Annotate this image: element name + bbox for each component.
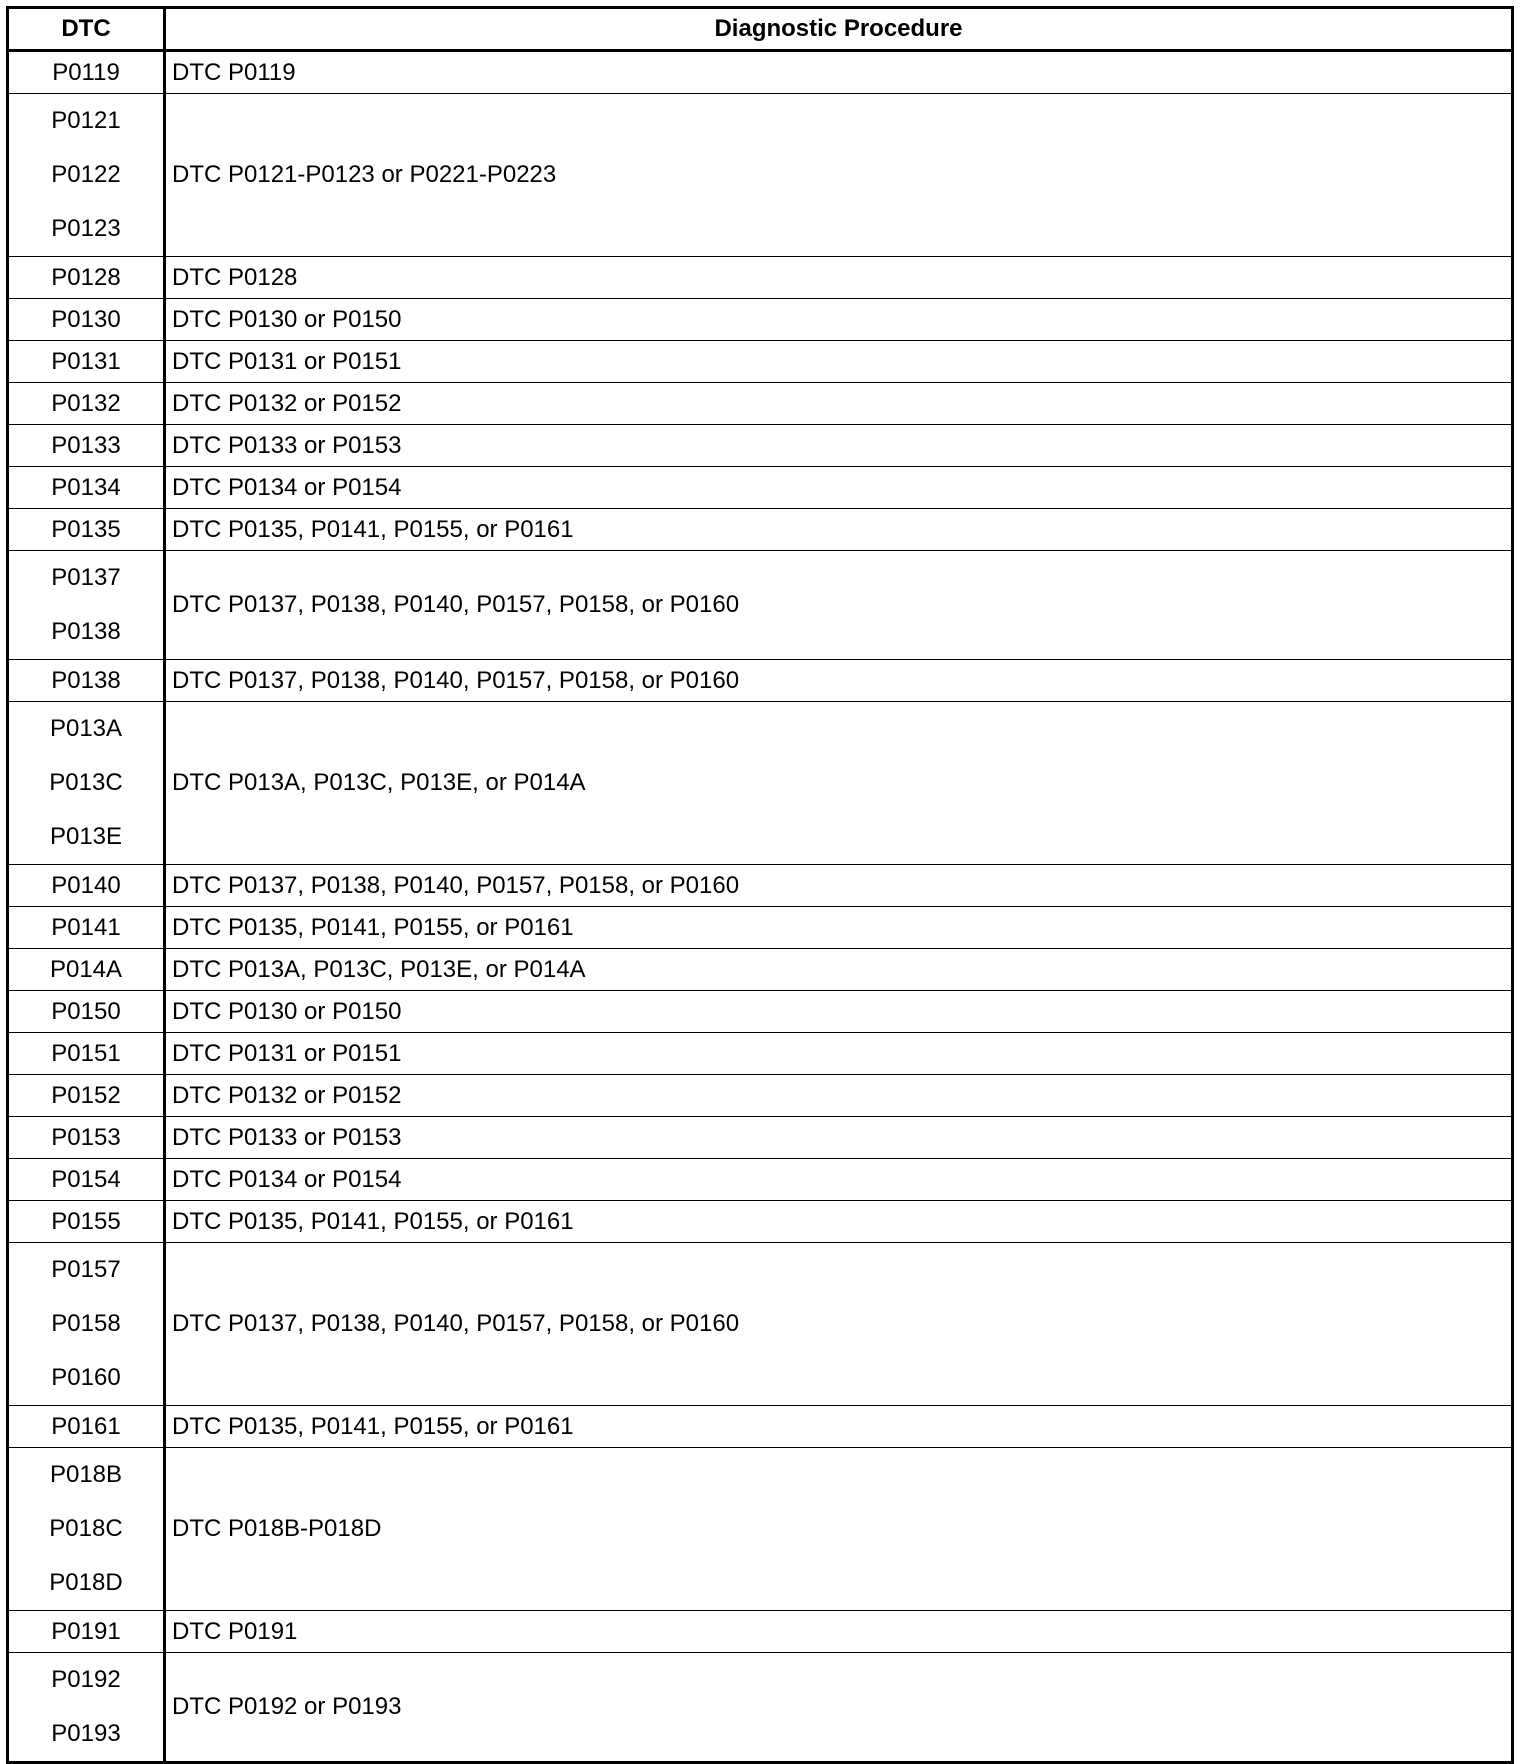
dtc-code-cell [8,425,165,467]
table-row [8,702,1513,865]
dtc-code-cell [8,1117,165,1159]
dtc-code-cell [8,467,165,509]
dtc-code-cell [8,257,165,299]
dtc-code-cell [8,509,165,551]
dtc-code: P0153 [51,1123,121,1151]
dtc-code-cell [8,1159,165,1201]
table-body [8,51,1513,1763]
table-row [8,1201,1513,1243]
diagnostic-procedure-cell: DTC P0137, P0138, P0140, P0157, P0158, or P0160 [165,1243,1513,1406]
table-row [8,94,1513,257]
table-row [8,1448,1513,1611]
diagnostic-procedure-cell: DTC P0137, P0138, P0140, P0157, P0158, or P0160 [165,865,1513,907]
header-diagnostic-procedure: Diagnostic Procedure [165,8,1513,51]
table-row [8,1243,1513,1406]
dtc-code: P0140 [51,871,121,899]
diagnostic-procedure-cell: DTC P013A, P013C, P013E, or P014A [165,702,1513,865]
diagnostic-procedure-cell: DTC P0133 or P0153 [165,425,1513,467]
table-row [8,425,1513,467]
dtc-code-cell [8,1611,165,1653]
dtc-code: P0157 [51,1256,121,1283]
dtc-code-cell [8,1653,165,1763]
diagnostic-procedure-cell: DTC P0128 [165,257,1513,299]
diagnostic-procedure-cell: DTC P0132 or P0152 [165,383,1513,425]
dtc-code-cell [8,660,165,702]
dtc-code-cell [8,51,165,94]
dtc-code: P018C [49,1515,123,1542]
table-row [8,865,1513,907]
dtc-code-cell [8,1406,165,1448]
table-row [8,1406,1513,1448]
diagnostic-procedure-cell: DTC P0135, P0141, P0155, or P0161 [165,1201,1513,1243]
table-header-row [8,8,1513,51]
diagnostic-procedure-cell: DTC P0119 [165,51,1513,94]
table-row [8,1075,1513,1117]
dtc-code: P0138 [51,666,121,694]
dtc-code: P0133 [51,431,121,459]
dtc-code-cell [8,383,165,425]
dtc-code: P0141 [51,913,121,941]
table-row [8,509,1513,551]
table-row [8,1653,1513,1763]
diagnostic-procedure-cell: DTC P0131 or P0151 [165,1033,1513,1075]
dtc-code-cell [8,1075,165,1117]
diagnostic-procedure-cell: DTC P0132 or P0152 [165,1075,1513,1117]
dtc-code: P018D [49,1569,123,1596]
dtc-code: P0135 [51,515,121,543]
diagnostic-procedure-cell: DTC P0191 [165,1611,1513,1653]
table-row [8,551,1513,660]
diagnostic-procedure-cell: DTC P0137, P0138, P0140, P0157, P0158, or P0160 [165,551,1513,660]
diagnostic-procedure-cell: DTC P0134 or P0154 [165,467,1513,509]
diagnostic-procedure-cell: DTC P0131 or P0151 [165,341,1513,383]
dtc-code: P0191 [51,1617,121,1645]
dtc-code: P0121 [51,107,121,134]
dtc-code: P013E [49,823,123,850]
dtc-code: P0160 [51,1364,121,1391]
dtc-code: P0134 [51,473,121,501]
diagnostic-procedure-cell: DTC P0130 or P0150 [165,991,1513,1033]
table-row [8,660,1513,702]
dtc-code-cell [8,551,165,660]
dtc-code: P013C [49,769,123,796]
diagnostic-procedure-cell: DTC P018B-P018D [165,1448,1513,1611]
dtc-code-cell [8,299,165,341]
table-row [8,51,1513,94]
dtc-code: P0158 [51,1310,121,1337]
dtc-code-cell [8,991,165,1033]
dtc-code-cell [8,949,165,991]
table-row [8,949,1513,991]
dtc-code: P013A [49,715,123,742]
dtc-table [6,6,1514,1764]
diagnostic-procedure-cell: DTC P0133 or P0153 [165,1117,1513,1159]
dtc-code: P018B [49,1461,123,1488]
diagnostic-procedure-cell: DTC P0121-P0123 or P0221-P0223 [165,94,1513,257]
dtc-code-cell [8,1243,165,1406]
dtc-code: P0131 [51,347,121,375]
dtc-code-cell [8,341,165,383]
dtc-code: P014A [49,955,123,983]
diagnostic-procedure-cell: DTC P0134 or P0154 [165,1159,1513,1201]
dtc-code-cell [8,1033,165,1075]
table-row [8,1611,1513,1653]
dtc-code: P0138 [51,618,121,645]
dtc-code-cell [8,907,165,949]
diagnostic-procedure-cell: DTC P0130 or P0150 [165,299,1513,341]
dtc-table-sheet [6,6,1514,1764]
dtc-code: P0119 [52,58,120,86]
dtc-code-cell [8,702,165,865]
dtc-code-cell [8,865,165,907]
table-row [8,1159,1513,1201]
table-row [8,383,1513,425]
dtc-code: P0132 [51,389,121,417]
table-row [8,991,1513,1033]
table-row [8,467,1513,509]
dtc-code: P0155 [51,1207,121,1235]
dtc-code: P0151 [51,1039,121,1067]
dtc-code-cell [8,94,165,257]
dtc-code-cell [8,1448,165,1611]
diagnostic-procedure-cell: DTC P0135, P0141, P0155, or P0161 [165,907,1513,949]
dtc-code: P0130 [51,305,121,333]
dtc-code: P0122 [51,161,121,188]
diagnostic-procedure-cell: DTC P0135, P0141, P0155, or P0161 [165,1406,1513,1448]
dtc-code: P0193 [51,1720,121,1747]
diagnostic-procedure-cell: DTC P0137, P0138, P0140, P0157, P0158, or P0160 [165,660,1513,702]
dtc-code: P0154 [51,1165,121,1193]
table-row [8,907,1513,949]
diagnostic-procedure-cell: DTC P013A, P013C, P013E, or P014A [165,949,1513,991]
dtc-code: P0152 [51,1081,121,1109]
table-row [8,299,1513,341]
table-row [8,341,1513,383]
diagnostic-procedure-cell: DTC P0135, P0141, P0155, or P0161 [165,509,1513,551]
dtc-code-cell [8,1201,165,1243]
diagnostic-procedure-cell: DTC P0192 or P0193 [165,1653,1513,1763]
table-row [8,1117,1513,1159]
dtc-code: P0192 [51,1666,121,1693]
table-row [8,257,1513,299]
dtc-code: P0123 [51,215,121,242]
dtc-code: P0161 [51,1412,121,1440]
header-dtc: DTC [8,8,165,51]
dtc-code: P0128 [51,263,121,291]
dtc-code: P0137 [51,564,121,591]
table-row [8,1033,1513,1075]
dtc-code: P0150 [51,997,121,1025]
